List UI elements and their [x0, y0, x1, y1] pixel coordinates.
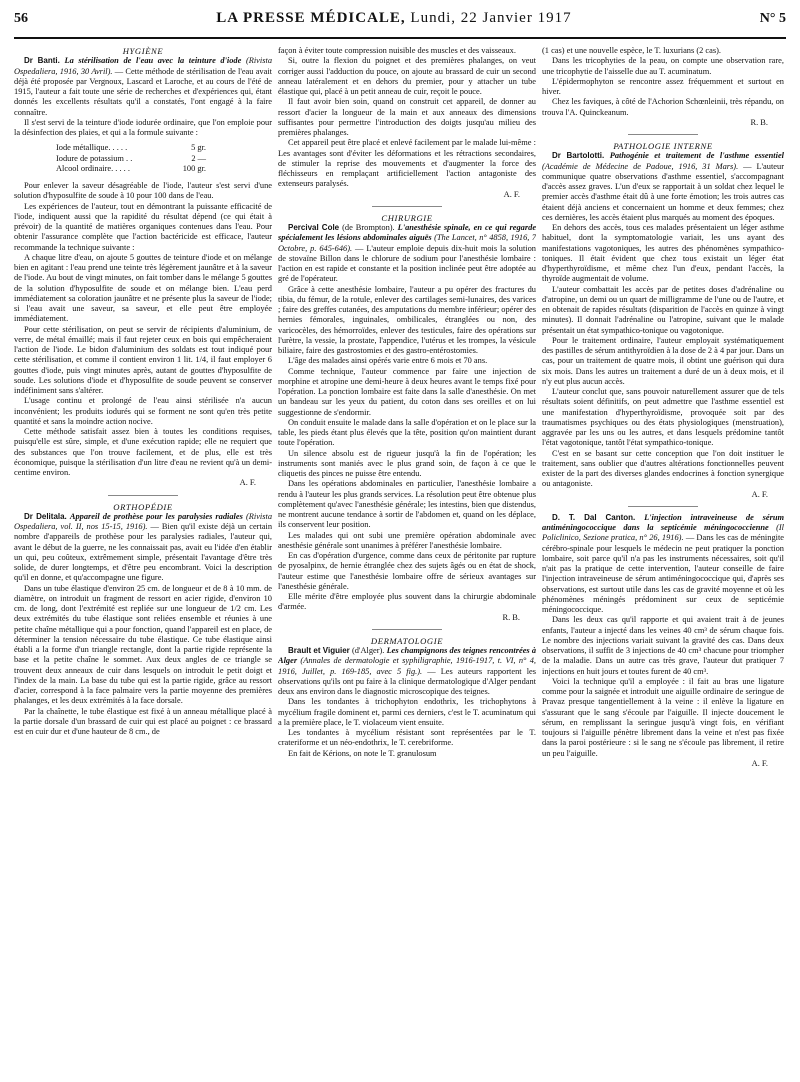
article-author: Brault et Viguier: [288, 646, 350, 655]
paragraph: Il s'est servi de la teinture d'iode iodurée ordinaire, que l'on emploie pour la désinfection des plaies, et qui a la formule suivante :: [14, 117, 272, 137]
article-text: — Bien qu'il existe déjà un certain nombre d'appareils de prothèse pour les paralysies radiales, l'auteur qui, avant le début de la guerre, ne les connaissait pas, avait eu l'idée d'en établir un qui, peu coûteux, extrêmement simple, présentait l'avantage d'être très solide, de durer longtemps, et d'être peu encombrant. Voici la description qu'il en donne, et qu'accompagne une figure.: [14, 522, 272, 583]
formula-ingredient: Alcool ordinaire. . . . .: [56, 163, 130, 173]
article-source: (Rivista Ospedaliera, 1916, 30 Avril).: [14, 56, 272, 76]
paragraph: L'usage continu et prolongé de l'eau ainsi stérilisée n'a aucun inconvénient; les produits iodurés qui se forment ne sont qu'en très petite quantité et sans la moindre action nocive.: [14, 396, 272, 426]
divider: [628, 506, 698, 507]
text-columns: [14, 46, 786, 1082]
paragraph: Dans les opérations abdominales en particulier, l'anesthésie lombaire a rendu à l'auteur les plus grands services. La résolution peut être obtenue plus complètement qu'avec l'anesthésie générale; les intestins, bien que distendus, ne montrent aucune tendance à sortir de l'abdomen et, quand on les déplace, ils conservent leur position.: [278, 479, 536, 530]
article-author: Dr Banti.: [24, 56, 60, 66]
article-title: Appareil de prothèse pour les paralysies radiales: [69, 511, 243, 521]
article-text: — Cette méthode de stérilisation de l'eau avait déjà été proposée par Vergnoux, Lascard et Laroche, et au cours de l'été de 1915, l'auteur a fait toute une série de recherches et d'expériences qui, étant donnés les excellents résultats qu'il a constatés, l'ont engagé à la faire connaître.: [14, 66, 272, 117]
paragraph: Pour enlever la saveur désagréable de l'iode, l'auteur s'est servi d'une solution d'hyposulfite de soude à 10 pour 100 dans de l'eau.: [14, 181, 272, 201]
paragraph: Il faut avoir bien soin, quand on construit cet appareil, de donner au ressort d'acier la longueur de la main et aux anneaux des dimensions suffisantes pour permettre l'introduction des doigts jusqu'au milieu des premières phalanges.: [278, 97, 536, 137]
paragraph: Dans les deux cas qu'il rapporte et qui avaient trait à de jeunes enfants, l'auteur a injecté dans les veines 40 cm³ de sérum chaque fois. Le nombre des injections variait suivant la gravité des cas. Dans deux observations, il suffit de 3 injections de 40 cm³ chacune pour triompher de la maladie. Dans un autre cas très grave, l'auteur dut pratiquer 7 injections en huit jours et toutes furent de 40 cm³.: [542, 615, 784, 676]
issue-date: Lundi, 22 Janvier 1917: [410, 10, 572, 26]
section-heading: DERMATOLOGIE: [370, 635, 444, 646]
section-heading: PATHOLOGIE INTERNE: [613, 141, 713, 151]
divider: [108, 495, 178, 496]
article-author: Dr Delitala.: [24, 511, 67, 521]
formula-table: [56, 143, 272, 174]
paragraph: (1 cas) et une nouvelle espèce, le T. luxurians (2 cas).: [542, 46, 721, 55]
divider: [372, 206, 442, 207]
article-source: (Académie de Médecine de Padoue, 1916, 31 Mars).: [542, 161, 739, 171]
article-text: — Les auteurs rapportent les observations qu'ils ont pu faire à la clinique dermatologique d'Alger pendant deux ans environ dans le diagnostic microscopique des teignes.: [278, 666, 536, 696]
article-title: Pathogénie et traitement de l'asthme essentiel: [609, 151, 784, 161]
column-1: [14, 46, 272, 1082]
article-signature: A. F.: [751, 489, 768, 499]
article-text: — Dans les cas de méningite cérébro-spinale pour lesquels le médecin ne peut pratiquer la ponction lombaire, soit parce qu'il n'a pas les instruments nécessaires, soit qu'il n'ait pas la pratique de cette intervention, l'auteur conseille de faire l'injection intraveineuse de sérum antiméningococcique qui, d'après ses observations, est surtout utile dans les cas de gravité moyenne et où les phénomènes méningés prédominent sur ceux de septicémie méningococcique.: [542, 533, 784, 614]
article-signature: R. B.: [750, 117, 768, 127]
paragraph: Les malades qui ont subi une première opération abdominale avec anesthésie générale sont unanimes à préférer l'anesthésie lombaire.: [278, 530, 536, 550]
paragraph: L'âge des malades ainsi opérés varie entre 6 mois et 70 ans.: [288, 356, 488, 366]
paragraph: A chaque litre d'eau, on ajoute 5 gouttes de teinture d'iode et on mélange bien en agitant : l'eau prend une teinte très légèrement jaunâtre et à la saveur de l'iode. Au bout de vingt minutes, on fait tomber dans le mélange 5 gouttes de la solution d'hyposulfite de soude et on mélange bien. L'eau perd immédiatement sa coloration jaunâtre et ne présente plus la saveur de l'iode; si l'eau avait une saveur, sa saveur, et elle peut être employée immédiatement.: [14, 252, 272, 324]
paragraph: C'est en se basant sur cette conception que l'on doit instituer le traitement, sans oublier que d'autres altérations fonctionnelles peuvent exister de la part des diverses glandes endocrines à fonction synergique ou antagoniste.: [542, 448, 784, 489]
article-author: Dr Bartolotti.: [552, 151, 605, 161]
section-heading: ORTHOPÉDIE: [113, 501, 173, 512]
formula-quantity: 5 gr.: [191, 143, 206, 153]
paragraph: Les tondantes à mycélium résistant sont représentées par le T. crateriforme et un néo-endothrix, le T. cerebriforme.: [278, 728, 536, 748]
article-title: L'injection intraveineuse de sérum antiméningococcique dans la septicémie méningococcienne: [542, 512, 784, 532]
article-author: Percival Cole: [288, 223, 340, 232]
paragraph: En fait de Kérions, on note le T. granulosum: [288, 748, 437, 758]
formula-ingredient: Iode métallique. . . . .: [56, 143, 128, 153]
article-brault: [278, 646, 536, 697]
column-2: [278, 46, 536, 1082]
journal-title: [216, 10, 571, 27]
paragraph: L'auteur combattait les accès par de petites doses d'adrénaline ou d'atropine, un demi ou un quart de milligramme de l'une ou de l'autre, et en obtenait de rapides résultats (disparition de l'accès en quinze à vingt minutes). Il donnait l'adrénaline ou l'atropine, suivant que le malade présentait un état sympathico-tonique ou vagotonique.: [542, 284, 784, 335]
article-affiliation: (de Brompton).: [342, 223, 395, 232]
formula-quantity: 100 gr.: [182, 163, 206, 173]
paragraph: Chez les faviques, à côté de l'Achorion Schœnleinii, très répandu, on trouva l'A. Quinckeanum.: [542, 97, 784, 117]
paragraph: L'épidermophyton se rencontre assez fréquemment et surtout en hiver.: [542, 76, 784, 96]
paragraph: Pour le traitement ordinaire, l'auteur employait systématiquement des pastilles de sérum antithyroïdien à la dose de 2 à 4 par jour. Dans un cas, pour un traitement de quatre mois, il obtint une guérison qui dura six mois. Dans les autres un traitement a duré de un à deux mois, et il n'y eut plus aucun accès.: [542, 335, 784, 386]
article-delitala: [14, 512, 272, 584]
paragraph: Pour cette stérilisation, on peut se servir de récipients d'aluminium, de verre, de métal émaillé; mais il faut rejeter ceux en bois qui empêcheraient l'action de l'iode. Le bidon d'aluminium des soldats est tout indiqué pour cette stérilisation, et comme il contient environ 1 lit. 1/4, il faut employer 6 gouttes d'iode, puis vingt minutes après, autant de gouttes d'hyposulfite de soude. Les solutions d'iode et d'hyposulfite de soude peuvent se conserver indéfiniment sans s'altérer.: [14, 324, 272, 395]
formula-quantity: 2 —: [191, 153, 206, 163]
paragraph: Si, outre la flexion du poignet et des premières phalanges, on veut corriger aussi l'adduction du pouce, on ajoute au brassard de cuir un second anneau latéralement et en dehors du premier, pour y attacher un tube élastique qui, placé à un petit anneau de cuir, reçoit le pouce.: [278, 56, 536, 96]
article-affiliation: (d'Alger).: [351, 646, 385, 655]
article-author: D. T. Dal Canton.: [552, 512, 636, 522]
paragraph: façon à éviter toute compression nuisible des muscles et des vaisseaux.: [278, 46, 516, 55]
paragraph: Dans un tube élastique d'environ 25 cm. de longueur et de 8 à 10 mm. de diamètre, on introduit un fragment de ressort en acier rigide, d'environ 10 cm. de long, dont l'extrémité est repliée sur une longueur de 1/2 cm. Les deux extrémités du tube élastique sont reliées ensemble et réunies à une petite chaîne métallique qui a pour fonction, quand l'appareil est en place, de déterminer la tension nécessaire du tube élastique. Ce tube élastique ainsi établi a la forme d'un triangle rectangle, dont la partie rigide représente la base et la petite chaîne le sommet. Aux deux angles de ce triangle se trouvent deux anneaux de cuir dans lesquels on introduit le petit doigt et l'index de la main. La base du tube qui est la partie rigide, grâce au ressort d'acier, correspond à la face palmaire vers la partie moyenne des premières phalanges, et les deux extrémités à la face dorsale.: [14, 583, 272, 706]
article-source: (The Lancet, n° 4858, 1916, 7 Octobre, p. 645-646).: [278, 233, 536, 253]
formula-ingredient: Iodure de potassium . .: [56, 153, 133, 163]
paragraph: Cet appareil peut être placé et enlevé facilement par le malade lui-même : Les avantages sont d'éviter les déformations et les rétractions secondaires, de stimuler la reprise des mouvements et d'augmenter la force des fléchisseurs en remplaçant artificiellement l'action antagoniste des extenseurs paralysés.: [278, 138, 536, 189]
paragraph: Dans les tricophyties de la peau, on compte une observation rare, une tricophytie de l'aisselle due au T. acuminatum.: [542, 56, 784, 76]
article-source: (Il Policlinico, Sezione pratica, n° 26, 1916).: [542, 523, 784, 543]
article-signature: A. F.: [751, 758, 768, 768]
paragraph: Les expériences de l'auteur, tout en démontrant la puissante efficacité de l'iode, indiquent aussi que la rapidité du résultat dépend (ce qui était à prévoir) de la quantité de matières organiques contenues dans l'eau. Pour obtenir l'assurance complète que l'action bactéricide est efficace, l'auteur recommande la technique suivante :: [14, 201, 272, 252]
divider: [372, 629, 442, 630]
article-signature: A. F.: [239, 478, 256, 488]
article-source: (Annales de dermatologie et syphiligraphie, 1916-1917, t. VI, n° 4, 1916, Juillet, p. 169-185, avec 5 fig.).: [278, 656, 536, 676]
paragraph: Par la chaînette, le tube élastique est fixé à un anneau métallique placé à la partie dorsale d'un brassard de cuir qui est placé au poignet : ce brassard est en cuir dur et d'une hauteur de 8 cm., de: [14, 706, 272, 736]
article-title: Les champignons des teignes rencontrées à Alger: [278, 646, 536, 666]
paragraph: Cette méthode satisfait assez bien à toutes les conditions requises, puisqu'elle est sûre, simple, et d'une exécution rapide; elle ne requiert que des substances que l'on trouve facilement, et de plus, elle est très économique, puisque la stérilisation d'un litre d'eau ne revient qu'à un demi-centime environ.: [14, 427, 272, 477]
paragraph: Un silence absolu est de rigueur jusqu'à la fin de l'opération; les instruments sont maniés avec le plus grand soin, de façon à ce que le cliquetis des pinces ne puisse être entendu.: [278, 448, 536, 478]
paragraph: Comme technique, l'auteur commence par faire une injection de morphine et atropine une demi-heure à deux heures avant le temps fixé pour l'opération. La ponction lombaire est faite dans la salle d'anesthésie. On met un bandeau sur les yeux du patient, du coton dans ses oreilles et on lui suggestionne de s'endormir.: [278, 366, 536, 417]
article-signature: R. B.: [502, 612, 520, 622]
article-source: (Rivista Ospedaliera, vol. II, nos 15-15, 1916).: [14, 511, 272, 531]
paragraph: Dans les tondantes à trichophyton endothrix, les trichophytons à mycélium fragile dominent et, parmi ces derniers, c'est le T. acuminatum qui a la première place, le T. violaceum vient ensuite.: [278, 697, 536, 727]
article-title: L'anesthésie spinale, en ce qui regarde spécialement les lésions abdominales aiguës: [278, 223, 536, 243]
paragraph: On conduit ensuite le malade dans la salle d'opération et on le place sur la table, les pieds étant plus élevés que la tête, position qu'on maintient durant toute l'opération.: [278, 417, 536, 448]
section-heading: HYGIÈNE: [122, 46, 164, 56]
page-number: 56: [14, 11, 28, 26]
article-dal-canton: [542, 513, 784, 616]
article-title: La stérilisation de l'eau avec la teinture d'iode: [64, 56, 242, 66]
journal-name: LA PRESSE MÉDICALE,: [216, 10, 406, 26]
article-text: — L'auteur emploie depuis dix-huit mois la solution de stovaïne Billon dans le chlorure de sodium pour l'anesthésie lombaire : l'action en est rapide et constante et la position inclinée peut être adoptée au gré de l'opérateur.: [278, 243, 536, 284]
section-heading: CHIRURGIE: [381, 212, 433, 223]
article-signature: A. F.: [503, 189, 520, 199]
issue-number: N° 5: [759, 11, 786, 26]
column-3: [542, 46, 784, 1082]
page-header: [14, 10, 786, 39]
paragraph: Elle mérite d'être employée plus souvent dans la chirurgie abdominale d'armée.: [278, 592, 536, 612]
article-bartolotti: [542, 151, 784, 223]
divider: [628, 134, 698, 135]
paragraph: Voici la technique qu'il a employée : il fait au bras une ligature comme pour la saignée et introduit une aiguille ordinaire de seringue de Pravaz presque tangentiellement à la veine : il enlève la ligature en s'assurant que le sang s'écoule par l'aiguille. Il injecte doucement le sérum, en remplissant la seringue jusqu'à vingt fois, en vérifiant toujours si l'aiguille pénètre librement dans la veine et n'est pas fixée dans la paroi postérieure : si le sang ne s'écoule pas librement, il retire un peu l'aiguille.: [542, 676, 784, 758]
paragraph: Grâce à cette anesthésie lombaire, l'auteur a pu opérer des fractures du tibia, du fémur, de la rotule, enlever des cartilages semi-lunaires, des varices ; faire des greffes cutanées, des amputations du membre inférieur; opérer des hernies fémorales, inguinales, ombilicales, étranglées ou non, des varicocèles, des hémorroïdes, enlever des testicules, faire des opérations sur l'urètre, la vessie, la prostate, l'appendice, l'utérus et les trompes, la vésicule biliaire, faire des gastrostomies et des gastro-entérostomies.: [278, 284, 536, 355]
paragraph: L'auteur conclut que, sans pouvoir naturellement assurer que de tels résultats soient définitifs, on peut admettre que l'asthme essentiel est une manifestation d'hyperthyroïdisme, provoquée soit par des traumatismes psychiques ou des états physiologiques (menstruation), aggravée par les uns ou les autres, et dans lesquels prédomine tantôt l'état vagotonique, tantôt l'état sympathico-tonique.: [542, 387, 784, 448]
article-cole: [278, 223, 536, 285]
article-banti: [14, 56, 272, 118]
article-text: — L'auteur communique quatre observations d'asthme essentiel, s'accompagnant d'accès assez graves. L'un d'eux se rapportait à un soldat chez lequel le premier accès d'asthme était dû à une forte émotion; les trois autres cas étaient déjà anciens et concernaient un homme et deux femmes; chez ces dernières, les accès étaient plus marqués au moment des époques.: [542, 161, 784, 222]
paragraph: En dehors des accès, tous ces malades présentaient un léger asthme habituel, dont la symptomatologie variait, les uns ayant des manifestations vagotoniques, les autres des phénomènes sympathico-toniques. Il était évident que chez tous existait un léger état d'hyperthyroïdisme, et même chez l'un d'eux, pendant l'accès, la thyroïde augmentait de volume.: [542, 223, 784, 284]
paragraph: En cas d'opération d'urgence, comme dans ceux de péritonite par rupture de pyosalpinx, de hernie étranglée chez des sujets âgés ou en état de shock, l'auteur estime que l'anesthésie lombaire offre de sérieux avantages sur l'anesthésie générale.: [278, 551, 536, 591]
